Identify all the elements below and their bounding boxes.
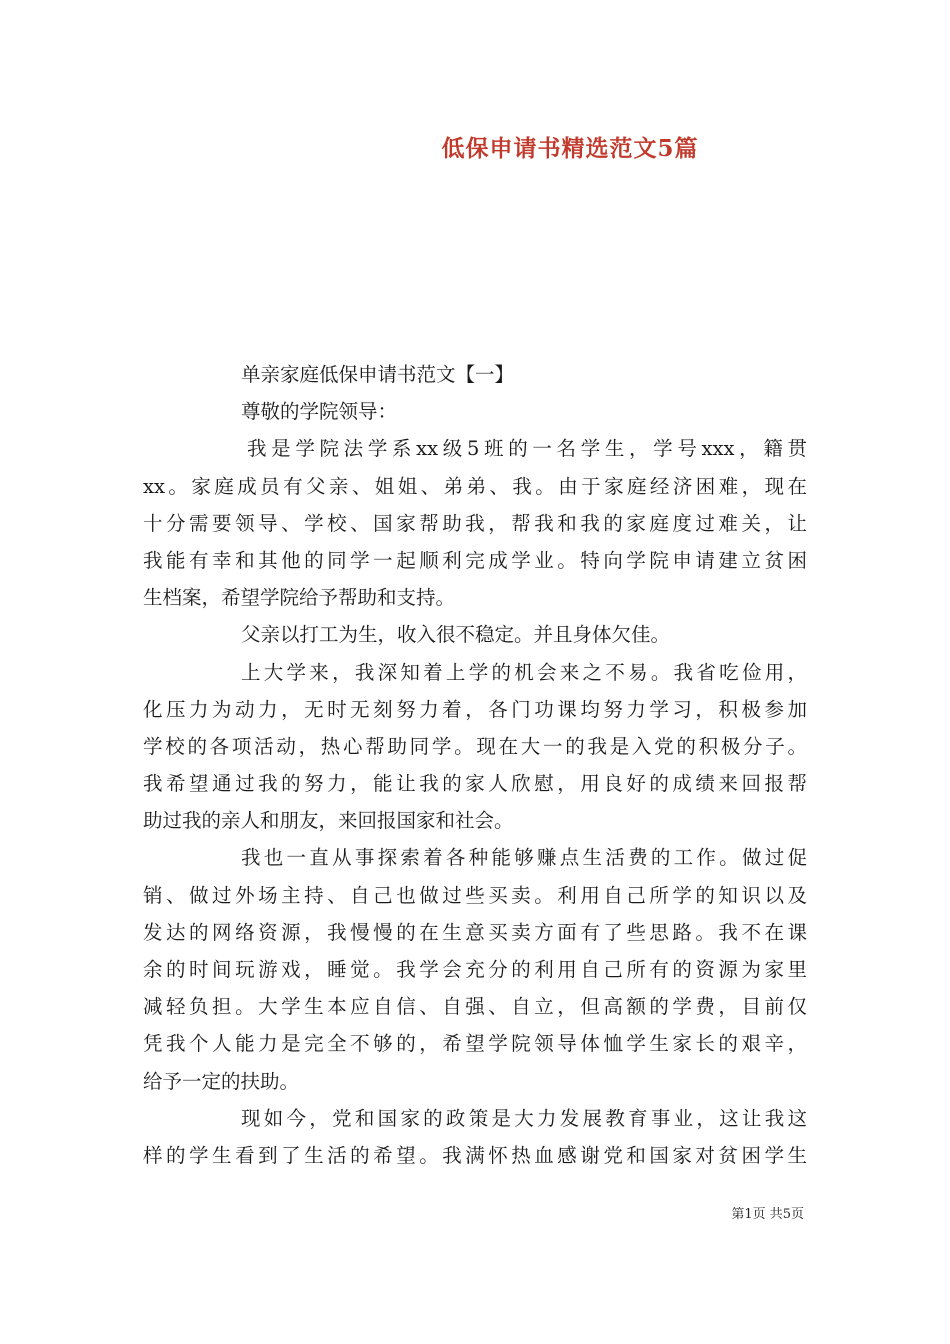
paragraph-line: 学校的各项活动，热心帮助同学。现在大一的我是入党的积极分子。 [143, 734, 807, 758]
paragraph-line: 我是学院法学系xx级5班的一名学生，学号xxx，籍贯 [247, 437, 807, 461]
paragraph-line: 我也一直从事探索着各种能够赚点生活费的工作。做过促 [241, 846, 807, 870]
document-body [143, 356, 807, 1174]
page-number-footer: 第1页 共5页 [731, 1207, 804, 1222]
paragraph-line: 十分需要领导、学校、国家帮助我，帮我和我的家庭度过难关，让 [143, 511, 807, 535]
paragraph-line: xx。家庭成员有父亲、姐姐、弟弟、我。由于家庭经济困难，现在 [143, 474, 807, 498]
paragraph-line: 我能有幸和其他的同学一起顺利完成学业。特向学院申请建立贫困 [143, 548, 807, 572]
paragraph-line: 上大学来，我深知着上学的机会来之不易。我省吃俭用， [241, 660, 807, 684]
paragraph-line: 销、做过外场主持、自己也做过些买卖。利用自己所学的知识以及 [143, 883, 807, 907]
paragraph-line: 我希望通过我的努力，能让我的家人欣慰，用良好的成绩来回报帮 [143, 772, 807, 796]
salutation: 尊敬的学院领导： [241, 400, 398, 424]
paragraph-line: 发达的网络资源，我慢慢的在生意买卖方面有了些思路。我不在课 [143, 920, 807, 944]
paragraph-line: 化压力为动力，无时无刻努力着，各门功课均努力学习，积极参加 [143, 697, 807, 721]
paragraph-line: 现如今，党和国家的政策是大力发展教育事业，这让我这 [241, 1106, 807, 1130]
paragraph-line: 凭我个人能力是完全不够的，希望学院领导体恤学生家长的艰辛， [143, 1032, 807, 1056]
section-heading: 单亲家庭低保申请书范文【一】 [241, 363, 515, 386]
paragraph-line: 减轻负担。大学生本应自信、自强、自立，但高额的学费，目前仅 [143, 995, 807, 1019]
paragraph-line: 余的时间玩游戏，睡觉。我学会充分的利用自己所有的资源为家里 [143, 958, 807, 981]
paragraph-line: 给予一定的扶助。 [143, 1069, 300, 1093]
paragraph-line: 样的学生看到了生活的希望。我满怀热血感谢党和国家对贫困学生 [143, 1143, 807, 1167]
paragraph-line: 助过我的亲人和朋友，来回报国家和社会。 [143, 809, 514, 833]
document-title: 低保申请书精选范文5篇 [441, 135, 699, 162]
paragraph-line: 生档案，希望学院给予帮助和支持。 [143, 586, 456, 610]
paragraph-line: 父亲以打工为生，收入很不稳定。并且身体欠佳。 [241, 623, 671, 647]
